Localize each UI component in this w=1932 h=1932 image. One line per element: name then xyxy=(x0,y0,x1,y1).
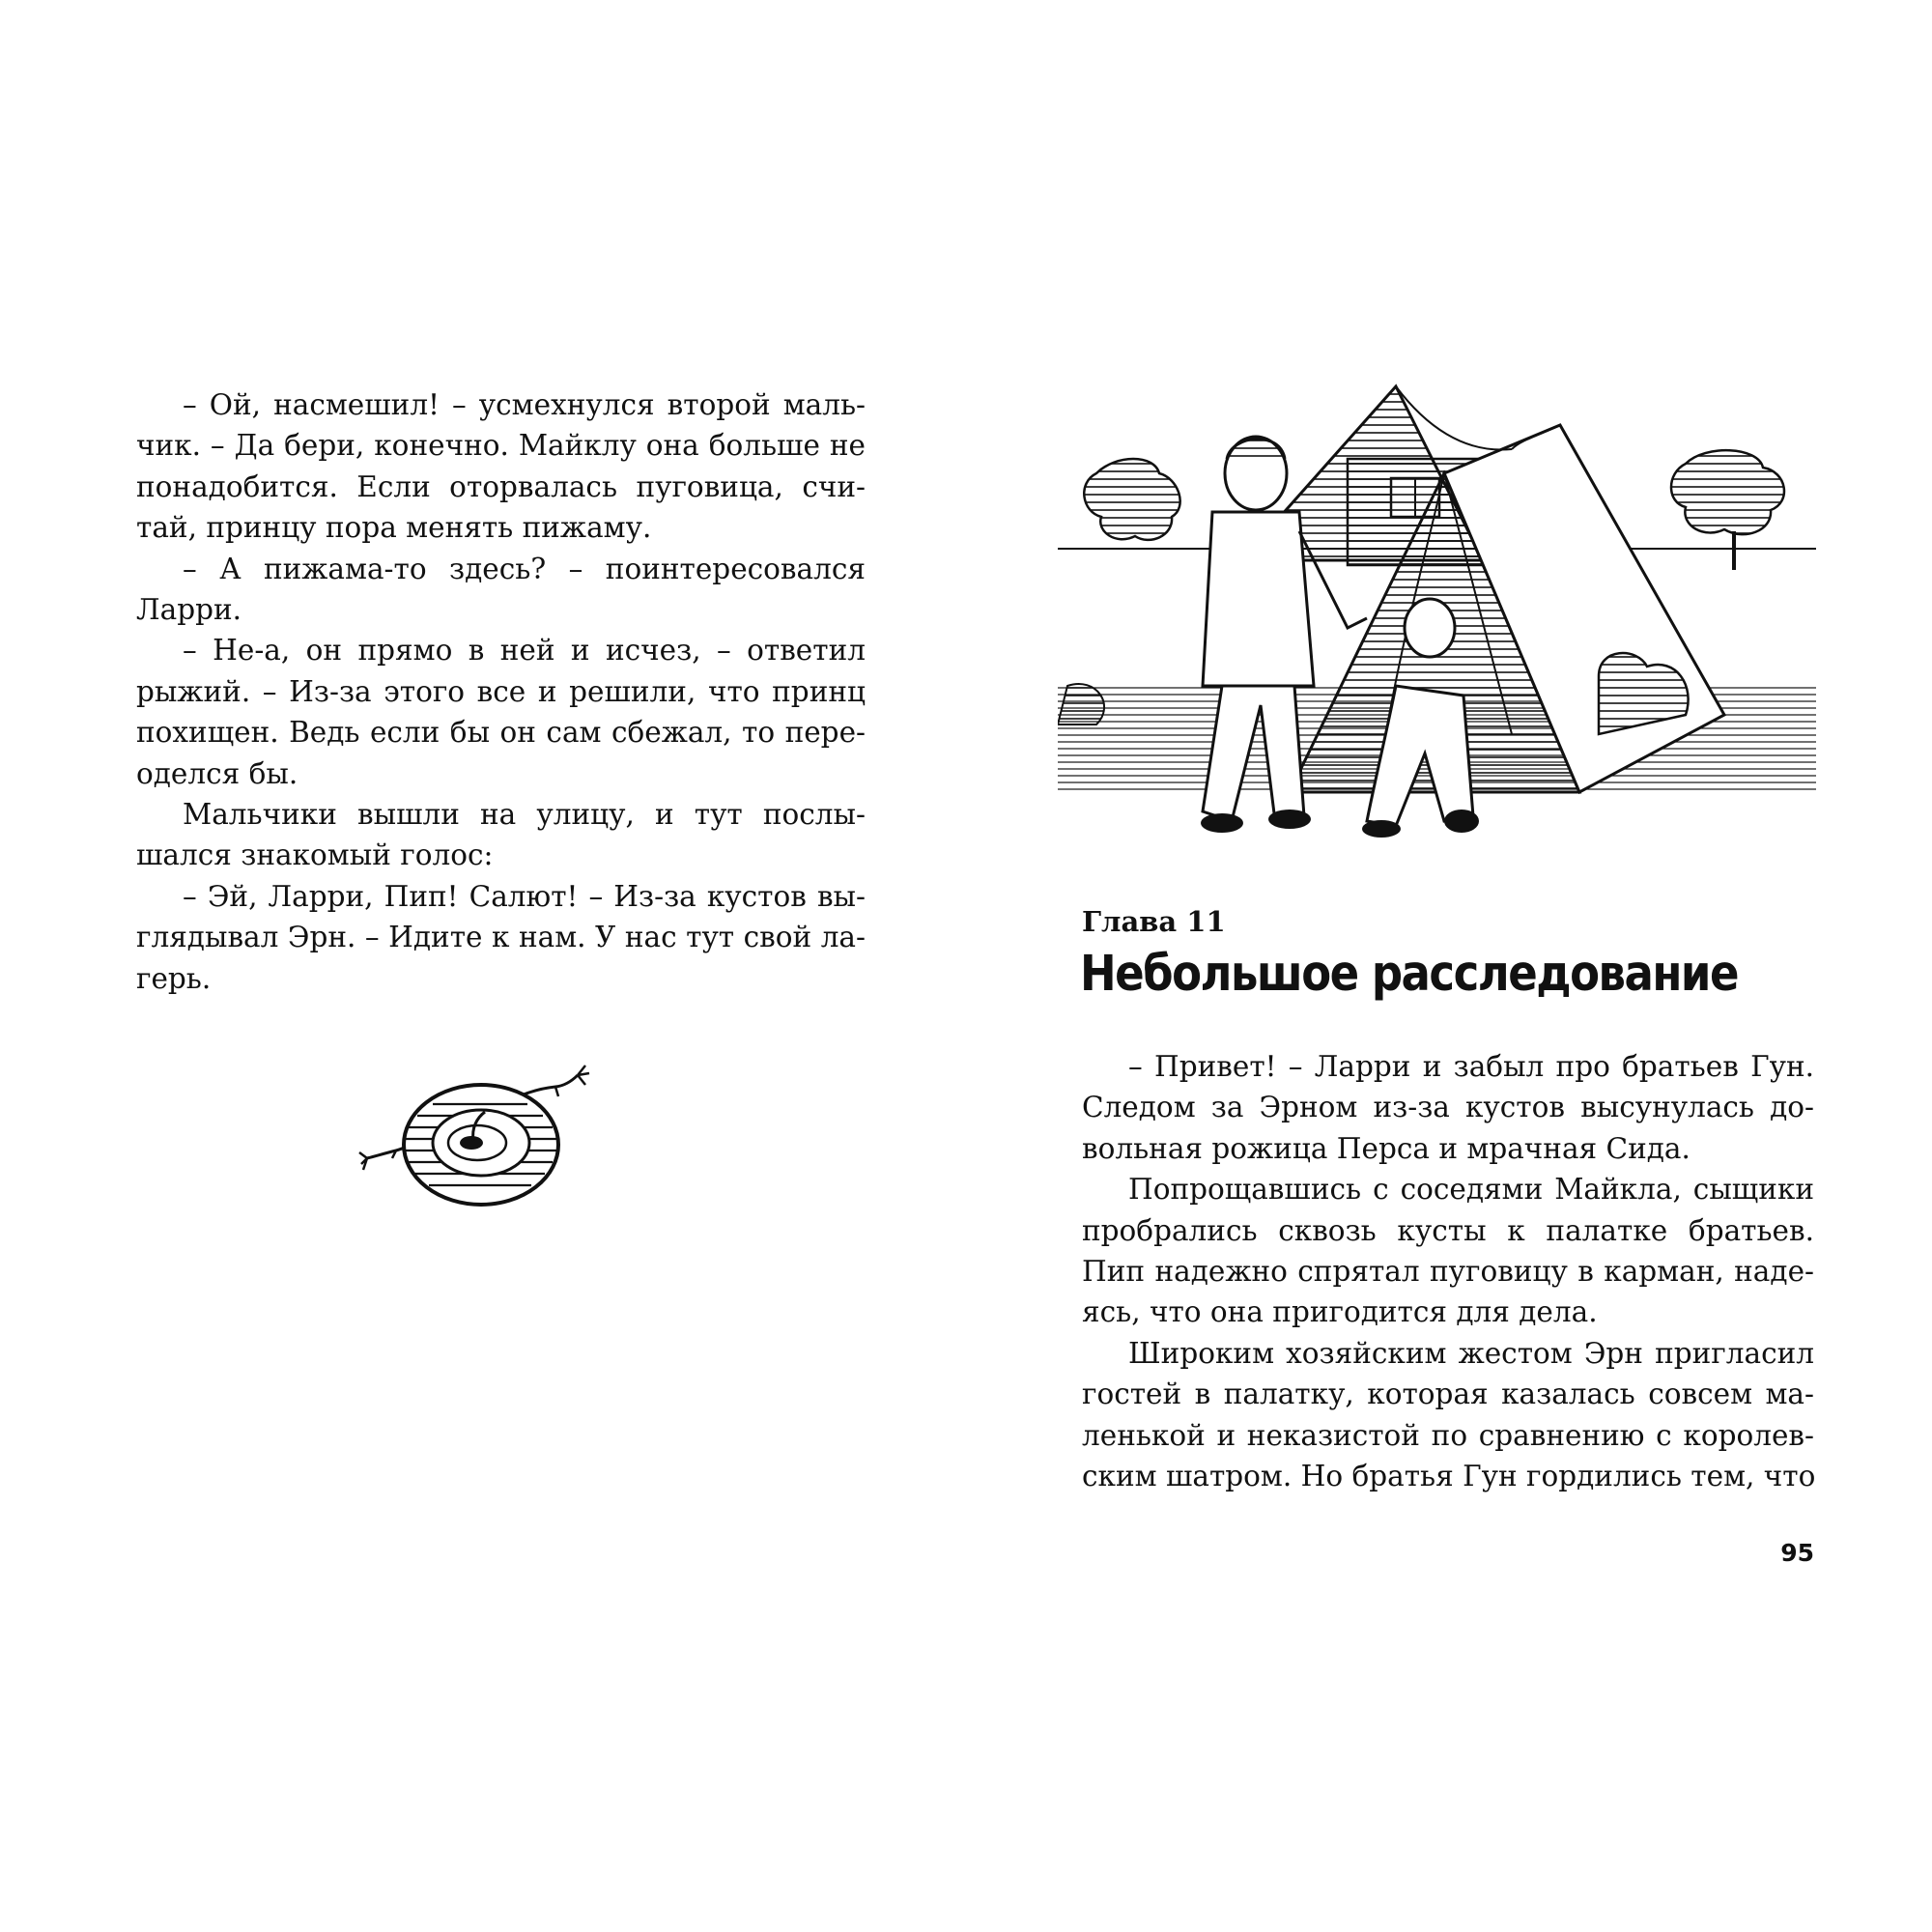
text-line: герь. xyxy=(136,961,212,995)
text-line: Следом за Эрном из-за кустов высунулась до- xyxy=(1082,1091,1814,1124)
text-line: пробрались сквозь кусты к палатке братьев. xyxy=(1082,1213,1814,1247)
text-line: – Привет! – Ларри и забыл про братьев Гун. xyxy=(1128,1050,1814,1083)
text-line: ленькой и неказистой по сравнению с королев- xyxy=(1082,1418,1814,1452)
text-line: гостей в палатку, которая казалась совсем ма- xyxy=(1082,1378,1814,1411)
left-page-text xyxy=(136,384,866,999)
text-line: – А пижама-то здесь? – поинтересовался xyxy=(183,552,866,585)
text-line: похищен. Ведь если бы он сам сбежал, то пере- xyxy=(136,716,866,750)
text-line: Широким хозяйским жестом Эрн пригласил xyxy=(1128,1336,1814,1370)
text-line: ским шатром. Но братья Гун гордились тем, что xyxy=(1082,1460,1816,1493)
text-line: чик. – Да бери, конечно. Майклу она больше не xyxy=(136,429,866,463)
text-line: Пип надежно спрятал пуговицу в карман, наде- xyxy=(1082,1255,1814,1289)
page-number: 95 xyxy=(1780,1539,1814,1567)
text-line: шался знакомый голос: xyxy=(136,838,494,872)
right-page-text xyxy=(1082,1046,1814,1496)
text-line: понадобится. Если оторвалась пуговица, счи- xyxy=(136,469,866,503)
chapter-label: Глава 11 xyxy=(1082,905,1226,938)
button-with-thread-icon xyxy=(357,1058,638,1212)
text-line: – Ой, насмешил! – усмехнулся второй маль- xyxy=(183,388,866,421)
text-line: – Не-а, он прямо в ней и исчез, – ответил xyxy=(183,634,866,668)
text-line: тай, принцу пора менять пижаму. xyxy=(136,511,652,545)
right-page xyxy=(966,0,1932,1932)
text-line: оделся бы. xyxy=(136,756,298,790)
text-line: Ларри. xyxy=(136,593,242,627)
text-line: ясь, что она пригодится для дела. xyxy=(1082,1295,1598,1329)
text-line: глядывал Эрн. – Идите к нам. У нас тут свой ла- xyxy=(136,921,866,954)
text-line: рыжий. – Из-за этого все и решили, что принц xyxy=(136,674,866,708)
text-line: – Эй, Ларри, Пип! Салют! – Из-за кустов вы- xyxy=(183,879,866,913)
tent-scene-illustration xyxy=(1058,367,1816,860)
chapter-title: Небольшое расследование xyxy=(1080,945,1738,1003)
text-line: Мальчики вышли на улицу, и тут послы- xyxy=(183,798,866,832)
text-line: Попрощавшись с соседями Майкла, сыщики xyxy=(1128,1173,1814,1207)
text-line: вольная рожица Перса и мрачная Сида. xyxy=(1082,1131,1690,1165)
